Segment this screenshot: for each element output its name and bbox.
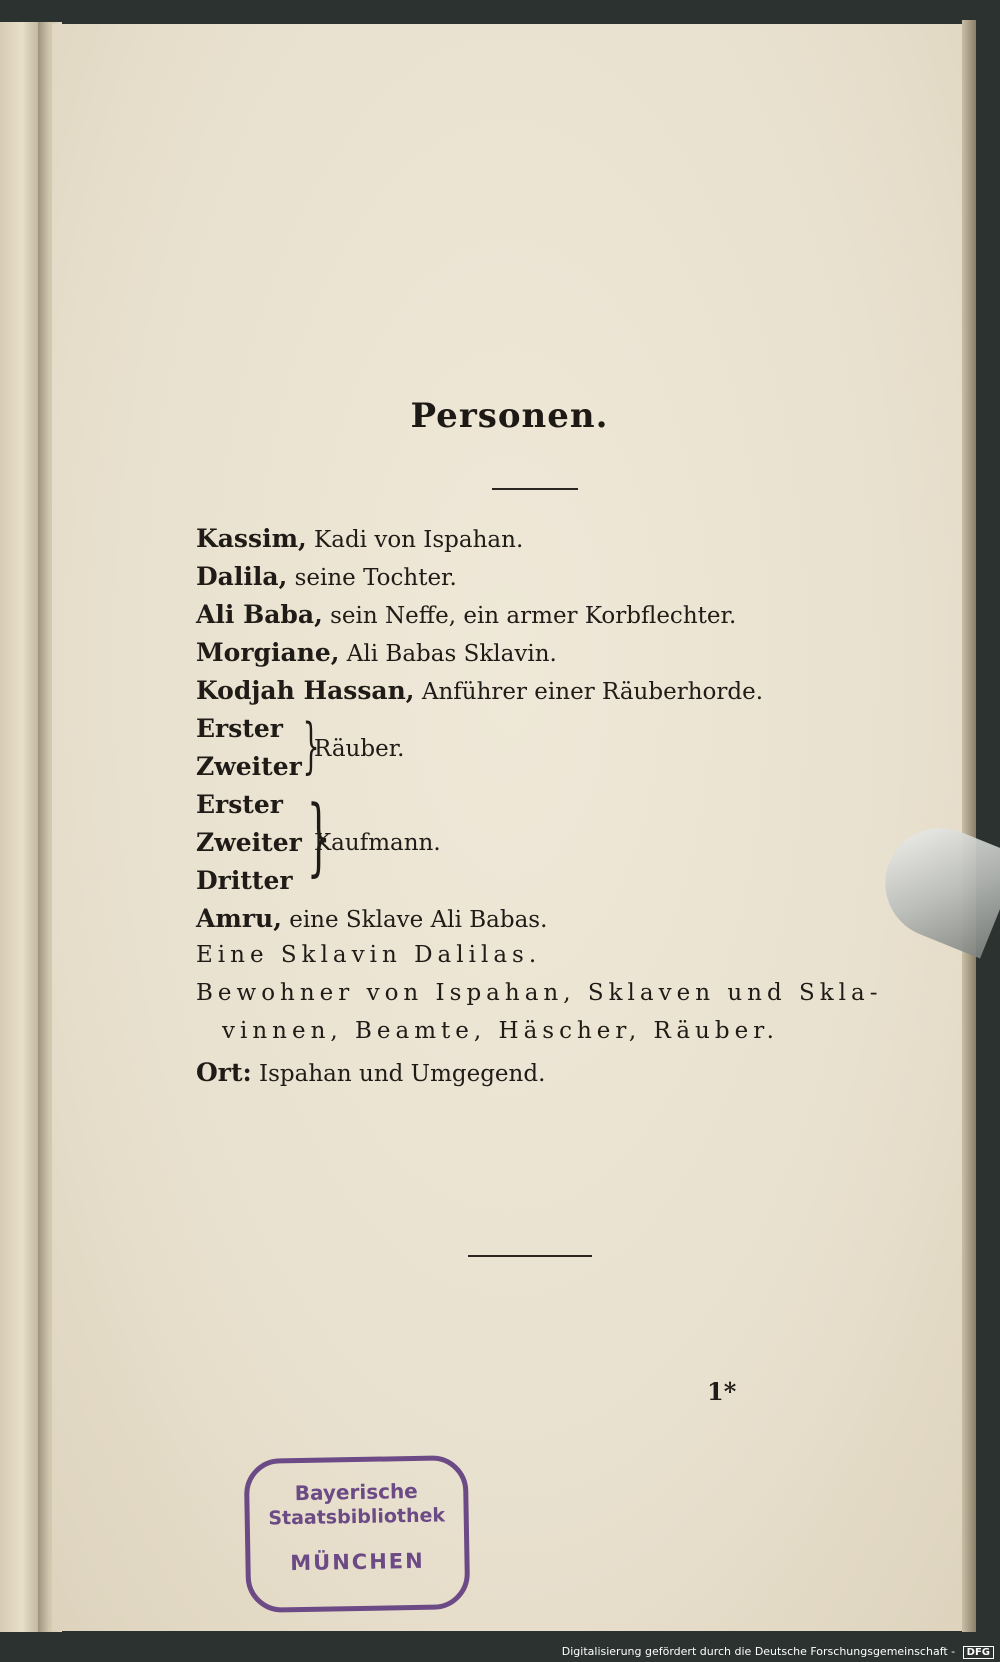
group1-member: Erster	[196, 714, 283, 743]
group2-member: Dritter	[196, 866, 293, 895]
cast-entry-amru	[196, 904, 547, 933]
place-line	[196, 1058, 545, 1087]
footer-credit	[562, 1645, 994, 1659]
cast-entry	[196, 524, 523, 553]
stamp-line: Staatsbibliothek	[268, 1504, 446, 1530]
book-page	[52, 24, 967, 1631]
group2-label: Kaufmann.	[314, 830, 441, 856]
place-label: Ort:	[196, 1058, 252, 1087]
slave-line: Eine Sklavin Dalilas.	[196, 942, 542, 968]
title-rule	[492, 488, 578, 490]
cast-name: Amru,	[196, 904, 282, 933]
cast-name: Kodjah Hassan,	[196, 676, 415, 705]
cast-desc: Anführer einer Räuberhorde.	[421, 679, 763, 705]
facing-page-edge	[0, 22, 40, 1632]
group2-member: Erster	[196, 790, 283, 819]
cast-desc: seine Tochter.	[294, 565, 457, 591]
cast-entry	[196, 600, 736, 629]
cast-name: Dalila,	[196, 562, 288, 591]
group1-label: Räuber.	[314, 736, 405, 762]
residents-line: Bewohner von Ispahan, Sklaven und Skla-	[196, 980, 883, 1006]
group1-brace: }	[302, 711, 320, 781]
cast-desc: Kadi von Ispahan.	[314, 527, 524, 553]
page-number: 1*	[707, 1377, 737, 1406]
place-value: Ispahan und Umgegend.	[259, 1061, 546, 1087]
page-title: Personen.	[410, 396, 609, 436]
cast-desc: Ali Babas Sklavin.	[346, 641, 557, 667]
group2-member: Zweiter	[196, 828, 302, 857]
library-stamp	[244, 1455, 471, 1613]
residents-line-cont: vinnen, Beamte, Häscher, Räuber.	[222, 1018, 779, 1044]
stamp-line: MÜNCHEN	[290, 1548, 425, 1576]
cast-desc: eine Sklave Ali Babas.	[289, 907, 548, 933]
cast-entry	[196, 638, 557, 667]
group1-member: Zweiter	[196, 752, 302, 781]
cast-desc: sein Neffe, ein armer Korbflechter.	[330, 603, 737, 629]
footer-text: Digitalisierung gefördert durch die Deutsche Forschungsgemeinschaft -	[561, 1645, 956, 1658]
group2-brace: }	[306, 787, 331, 885]
cast-name: Ali Baba,	[196, 600, 323, 629]
stamp-line: Bayerische	[294, 1478, 418, 1506]
cast-name: Kassim,	[196, 524, 307, 553]
cast-name: Morgiane,	[196, 638, 340, 667]
cast-entry	[196, 676, 763, 705]
end-rule	[468, 1255, 592, 1257]
page-edge-right	[962, 20, 976, 1632]
cast-entry	[196, 562, 457, 591]
dfg-logo-icon: DFG	[963, 1646, 994, 1659]
